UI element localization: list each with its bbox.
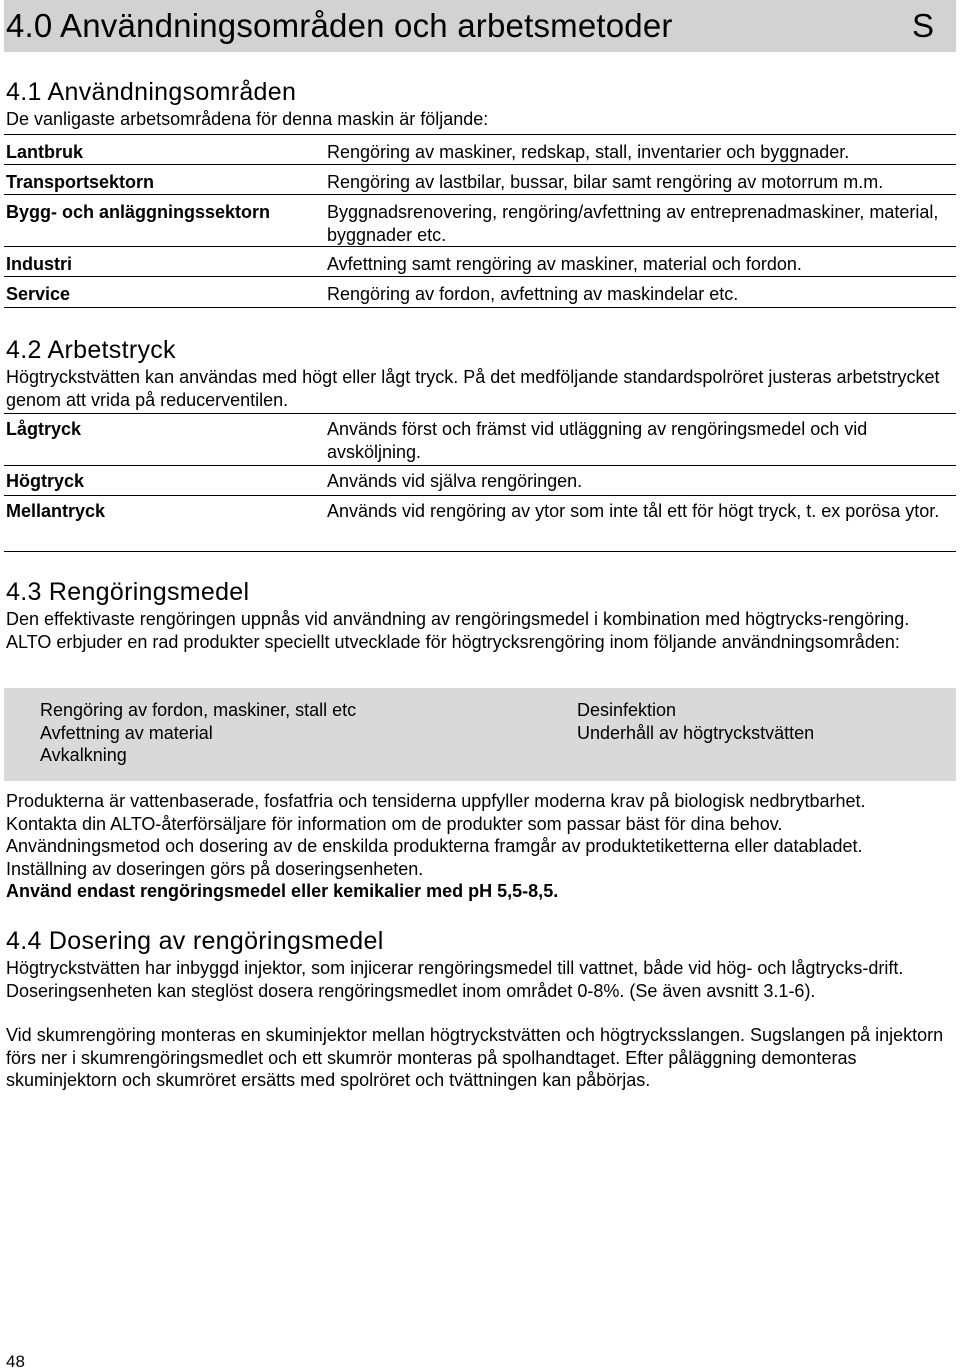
table-row: [4, 135, 956, 165]
row-value: Avfettning samt rengöring av maskiner, material och fordon.: [327, 254, 802, 274]
row-label: Högtryck: [6, 471, 85, 491]
table-row: [4, 165, 956, 195]
row-value: Används vid rengöring av ytor som inte tål ett för högt tryck, t. ex porösa ytor.: [327, 501, 940, 521]
warning-paragraph: Använd endast rengöringsmedel eller kemikalier med pH 5,5-8,5.: [6, 881, 559, 901]
section-4-3-intro: Den effektivaste rengöringen uppnås vid användning av rengöringsmedel i kombination med högtrycks-rengöring. ALTO erbjuder en rad produkter speciellt utvecklade för högtrycksrengöring inom följande användningsområden:: [6, 609, 910, 652]
table-row: [4, 277, 956, 308]
table-row: [4, 247, 956, 277]
section-4-1-intro: De vanligaste arbetsområdena för denna maskin är följande:: [6, 109, 489, 129]
product-areas-right: [577, 699, 814, 744]
paragraph: Produkterna är vattenbaserade, fosfatfria och tensiderna uppfyller moderna krav på biologisk nedbrytbarhet.: [6, 791, 866, 811]
paragraph: Kontakta din ALTO-återförsäljare för information om de produkter som passar bäst för dina behov.: [6, 813, 783, 834]
language-marker: S: [911, 7, 934, 44]
section-4-4-para1: Högtryckstvätten har inbyggd injektor, som injicerar rengöringsmedel till vattnet, både vid hög- och lågtrycks-drift. Doseringsenheten kan steglöst dosera rengöringsmedlet inom området 0-8%. (Se även avsnitt 3.1-6).: [6, 958, 904, 1001]
row-value: Används först och främst vid utläggning av rengöringsmedel och vid avsköljning.: [327, 419, 868, 462]
row-label: Lantbruk: [6, 142, 84, 162]
row-label: Industri: [6, 254, 72, 274]
chapter-header: [4, 0, 956, 52]
application-areas-table: [4, 134, 956, 308]
list-item: Avfettning av material: [40, 722, 213, 743]
row-label: Bygg- och anläggningssektorn: [6, 202, 271, 222]
section-4-2-intro: Högtryckstvätten kan användas med högt eller lågt tryck. På det medföljande standardspolröret justeras arbetstrycket genom att vrida på reducerventilen.: [6, 367, 940, 410]
chapter-title: 4.0 Användningsområden och arbetsmetoder: [6, 7, 673, 44]
row-label: Mellantryck: [6, 501, 106, 521]
product-areas-box: [4, 688, 956, 781]
section-4-3-title: 4.3 Rengöringsmedel: [6, 578, 250, 606]
product-areas-left: [40, 699, 356, 767]
section-4-3-body: [6, 790, 954, 903]
row-label: Service: [6, 284, 71, 304]
paragraph: Användningsmetod och dosering av de enskilda produkterna framgår av produktetiketterna eller databladet.: [6, 836, 863, 856]
list-item: Desinfektion: [577, 700, 677, 720]
page-number: 48: [6, 1352, 25, 1371]
row-value: Används vid själva rengöringen.: [327, 471, 583, 491]
section-4-4-title: 4.4 Dosering av rengöringsmedel: [6, 927, 384, 955]
section-4-2-title: 4.2 Arbetstryck: [6, 336, 176, 364]
paragraph: Inställning av doseringen görs på doseringsenheten.: [6, 858, 424, 879]
section-4-1-title: 4.1 Användningsområden: [6, 78, 297, 106]
table-row: [4, 496, 956, 552]
list-item: Rengöring av fordon, maskiner, stall etc: [40, 700, 357, 720]
section-4-4-para2: Vid skumrengöring monteras en skuminjektor mellan högtryckstvätten och högtrycksslangen. Sugslangen på injektorn förs ner i skumrengöringsmedlet och ett skumrör monteras på spolhandtaget. Efter påläggning demonteras skuminjektorn och skumröret ersätts med spolröret och tvättningen kan påbörjas.: [6, 1025, 944, 1090]
row-value: Rengöring av fordon, avfettning av maskindelar etc.: [327, 284, 739, 304]
row-value: Rengöring av maskiner, redskap, stall, inventarier och byggnader.: [327, 142, 850, 162]
row-value: Rengöring av lastbilar, bussar, bilar samt rengöring av motorrum m.m.: [327, 172, 884, 192]
table-row: [4, 414, 956, 466]
row-label: Lågtryck: [6, 419, 82, 439]
table-row: [4, 466, 956, 496]
list-item: Avkalkning: [40, 745, 127, 765]
table-row: [4, 195, 956, 247]
row-label: Transportsektorn: [6, 172, 155, 192]
row-value: Byggnadsrenovering, rengöring/avfettning av entreprenadmaskiner, material, byggnader etc.: [327, 202, 939, 245]
list-item: Underhåll av högtryckstvätten: [577, 722, 815, 743]
pressure-table: [4, 413, 956, 552]
